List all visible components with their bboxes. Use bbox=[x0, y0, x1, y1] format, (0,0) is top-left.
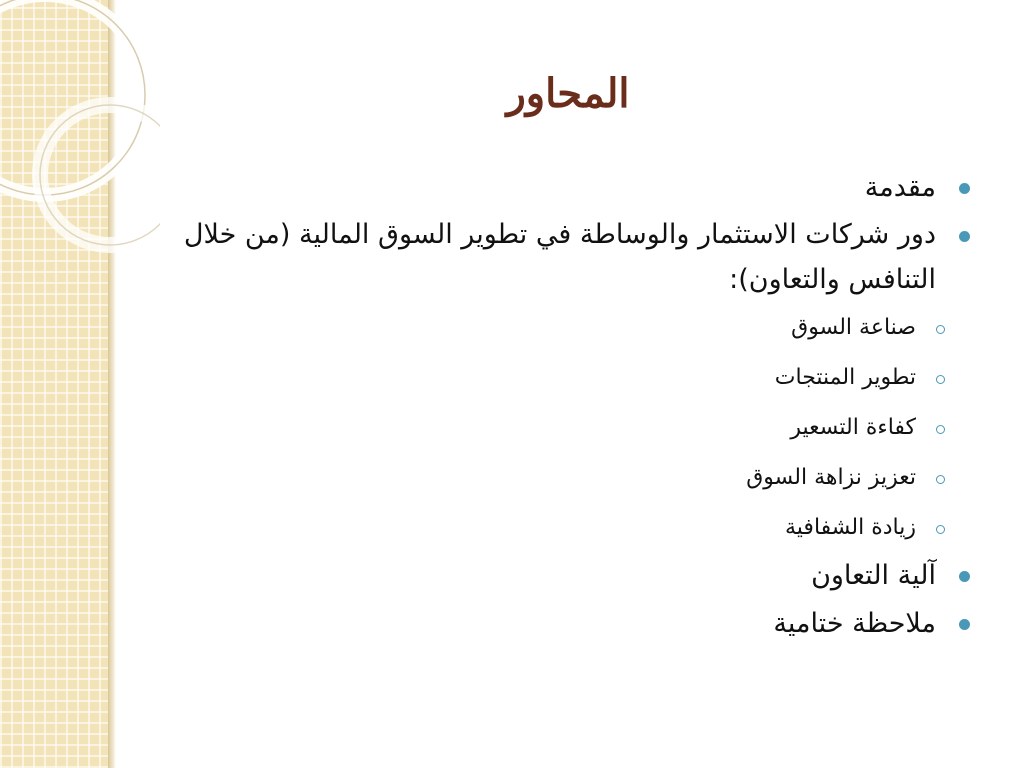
bullet-ring-icon bbox=[936, 475, 945, 484]
sub-list-item-text: تعزيز نزاهة السوق bbox=[746, 465, 916, 490]
sub-list-item-text: تطوير المنتجات bbox=[774, 365, 916, 390]
sub-list-item bbox=[160, 454, 980, 502]
list-item-text: ملاحظة ختامية bbox=[773, 608, 936, 639]
sub-list-item bbox=[160, 504, 980, 552]
list-item-text: مقدمة bbox=[864, 172, 936, 203]
list-item bbox=[160, 212, 980, 302]
sub-list-item-text: كفاءة التسعير bbox=[790, 415, 916, 440]
sub-list-item bbox=[160, 354, 980, 402]
bullet-ring-icon bbox=[936, 525, 945, 534]
bullet-dot-icon bbox=[959, 183, 970, 194]
sub-list-item bbox=[160, 404, 980, 452]
bullet-ring-icon bbox=[936, 425, 945, 434]
sub-list-item-text: زيادة الشفافية bbox=[785, 515, 916, 540]
bullet-ring-icon bbox=[936, 325, 945, 334]
list-item-text: آلية التعاون bbox=[811, 560, 936, 591]
list-item-text: دور شركات الاستثمار والوساطة في تطوير السوق المالية (من خلال التنافس والتعاون): bbox=[183, 219, 936, 295]
list-item bbox=[160, 164, 980, 212]
sub-list-item-text: صناعة السوق bbox=[791, 315, 916, 340]
bullet-dot-icon bbox=[959, 571, 970, 582]
decorative-rings bbox=[0, 0, 160, 260]
list-item bbox=[160, 600, 980, 648]
bullet-dot-icon bbox=[959, 619, 970, 630]
bullet-dot-icon bbox=[959, 231, 970, 242]
bullet-list bbox=[160, 164, 980, 648]
bullet-ring-icon bbox=[936, 375, 945, 384]
sub-list-item bbox=[160, 304, 980, 352]
slide-title: المحاور bbox=[506, 70, 630, 117]
list-item bbox=[160, 552, 980, 600]
